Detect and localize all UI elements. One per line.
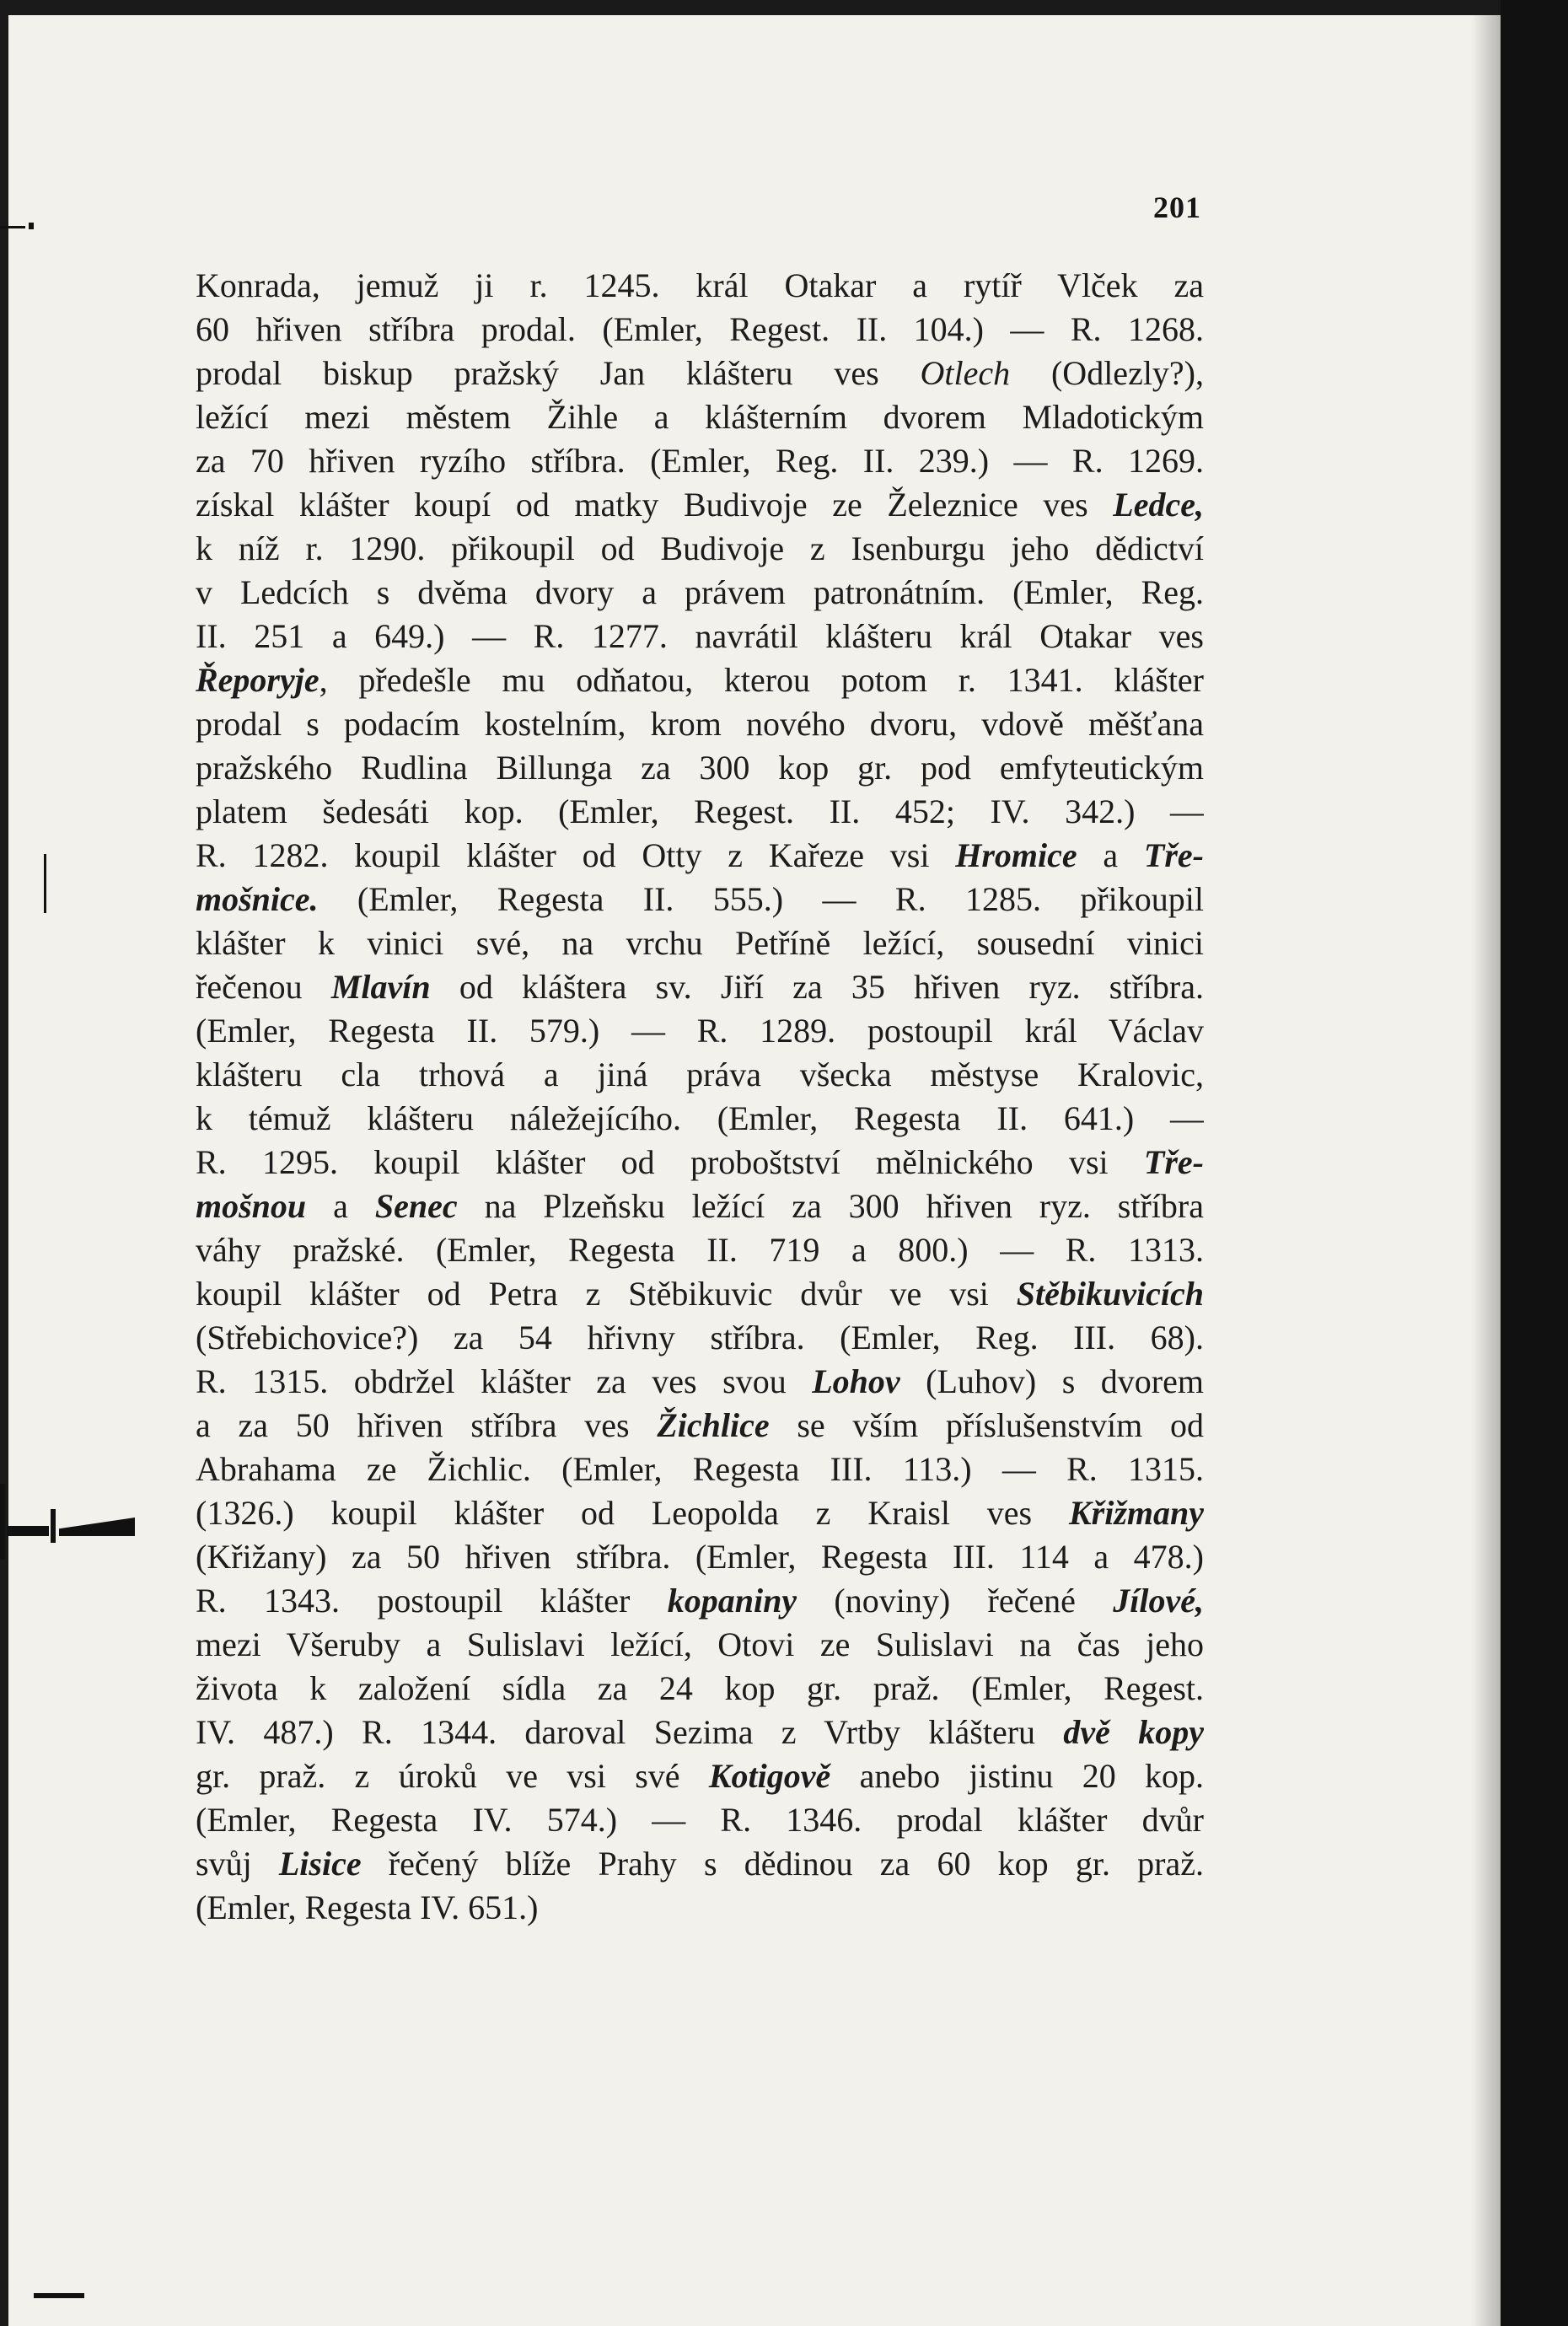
text-line <box>196 1184 1204 1228</box>
italic-place-name: Mlavín <box>330 968 431 1006</box>
text-run: IV. 487.) R. 1344. daroval Sezima z Vrtby klášteru <box>196 1713 1064 1751</box>
text-line <box>196 790 1204 834</box>
margin-mark <box>34 2293 84 2298</box>
text-line <box>196 264 1204 308</box>
text-run: prodal biskup pražský Jan klášteru ves <box>196 354 921 392</box>
text-run: a <box>1077 836 1144 874</box>
italic-place-name: Hromice <box>955 836 1077 874</box>
margin-mark <box>7 1526 49 1536</box>
text-run: klášter k vinici své, na vrchu Petříně ležící, sousední vinici <box>196 924 1204 962</box>
text-run: Konrada, jemuž ji r. 1245. král Otakar a rytíř Vlček za <box>196 266 1204 304</box>
text-line <box>196 308 1204 352</box>
text-line <box>196 746 1204 790</box>
text-run: pražského Rudlina Billunga za 300 kop gr. pod emfyteutickým <box>196 749 1204 787</box>
text-run: (Emler, Regesta II. 579.) — R. 1289. postoupil král Václav <box>196 1012 1204 1050</box>
text-line <box>196 1754 1204 1798</box>
margin-mark <box>29 223 34 229</box>
text-line <box>196 1448 1204 1491</box>
italic-place-name: Ledce, <box>1113 486 1204 524</box>
margin-mark <box>51 1509 56 1543</box>
text-line <box>196 965 1204 1009</box>
text-line <box>196 439 1204 483</box>
text-run: R. 1282. koupil klášter od Otty z Kařeze vsi <box>196 836 956 874</box>
text-run: se vším příslušenstvím od <box>769 1406 1204 1444</box>
text-line <box>196 658 1204 702</box>
text-run: a <box>306 1187 375 1225</box>
italic-place-name: Stěbikuvicích <box>1016 1275 1204 1313</box>
italic-place-name: Tře- <box>1143 1143 1204 1181</box>
text-run: gr. praž. z úroků ve vsi své <box>196 1757 709 1795</box>
text-line <box>196 1009 1204 1053</box>
text-run: prodal s podacím kostelním, krom nového dvoru, vdově měšťana <box>196 705 1204 743</box>
text-run: svůj <box>196 1845 279 1883</box>
margin-mark <box>44 854 46 913</box>
italic-place-name: Lisice <box>278 1845 362 1883</box>
italic-place-name: Senec <box>374 1187 458 1225</box>
text-line <box>196 1053 1204 1097</box>
text-run: (Křižany) za 50 hřiven stříbra. (Emler, Regesta III. 114 a 478.) <box>196 1538 1204 1576</box>
text-line <box>196 1141 1204 1184</box>
italic-place-name: Křižmany <box>1068 1494 1204 1532</box>
text-line <box>196 1667 1204 1711</box>
text-run: řečený blíže Prahy s dědinou za 60 kop gr. praž. <box>361 1845 1204 1883</box>
italic-place-name: dvě kopy <box>1063 1713 1204 1751</box>
text-run: R. 1315. obdržel klášter za ves svou <box>196 1362 813 1400</box>
text-run: k témuž klášteru náležejícího. (Emler, Regesta II. 641.) — <box>196 1099 1204 1137</box>
text-run: za 70 hřiven ryzího stříbra. (Emler, Reg. II. 239.) — R. 1269. <box>196 442 1204 480</box>
text-run: získal klášter koupí od matky Budivoje ze Železnice ves <box>196 486 1114 524</box>
scanner-border <box>1501 0 1568 2326</box>
italic-place-name: Žichlice <box>657 1406 770 1444</box>
text-line <box>196 1404 1204 1448</box>
text-line <box>196 1798 1204 1842</box>
text-line <box>196 1360 1204 1404</box>
text-line <box>196 878 1204 921</box>
text-run: v Ledcích s dvěma dvory a právem patronátním. (Emler, Reg. <box>196 573 1204 611</box>
body-text <box>196 264 1204 1930</box>
text-line <box>196 1842 1204 1886</box>
page-edge-shadow <box>1471 15 1501 2326</box>
italic-place-name: Řeporyje <box>196 661 320 699</box>
text-run: (Emler, Regesta II. 555.) — R. 1285. přikoupil <box>318 880 1204 918</box>
text-run: váhy pražské. (Emler, Regesta II. 719 a 800.) — R. 1313. <box>196 1231 1204 1269</box>
text-run: (Luhov) s dvorem <box>899 1362 1204 1400</box>
text-run: ležící mezi městem Žihle a klášterním dvorem Mladotickým <box>196 398 1204 436</box>
text-line <box>196 834 1204 878</box>
text-run: koupil klášter od Petra z Stěbikuvic dvůr ve vsi <box>196 1275 1017 1313</box>
text-run: II. 251 a 649.) — R. 1277. navrátil klášteru král Otakar ves <box>196 617 1204 655</box>
italic-place-name: Otlech <box>920 354 1011 392</box>
text-line <box>196 571 1204 615</box>
italic-place-name: mošnice. <box>196 880 319 918</box>
text-line <box>196 615 1204 658</box>
text-line <box>196 1097 1204 1141</box>
text-run: (1326.) koupil klášter od Leopolda z Kraisl ves <box>196 1494 1069 1532</box>
text-line <box>196 921 1204 965</box>
text-run: na Plzeňsku ležící za 300 hřiven ryz. stříbra <box>457 1187 1204 1225</box>
text-run: anebo jistinu 20 kop. <box>830 1757 1204 1795</box>
text-line <box>196 1886 1204 1930</box>
text-run: mezi Všeruby a Sulislavi ležící, Otovi ze Sulislavi na čas jeho <box>196 1625 1204 1663</box>
text-line <box>196 395 1204 439</box>
italic-place-name: Kotigově <box>708 1757 831 1795</box>
text-run: a za 50 hřiven stříbra ves <box>196 1406 658 1444</box>
text-line <box>196 527 1204 571</box>
text-run: 60 hřiven stříbra prodal. (Emler, Regest. II. 104.) — R. 1268. <box>196 310 1204 348</box>
text-line <box>196 1316 1204 1360</box>
text-run: od kláštera sv. Jiří za 35 hřiven ryz. stříbra. <box>430 968 1204 1006</box>
italic-place-name: kopaniny <box>667 1582 797 1620</box>
text-run: R. 1343. postoupil klášter <box>196 1582 668 1620</box>
text-line <box>196 1228 1204 1272</box>
text-run: R. 1295. koupil klášter od proboštství mělnického vsi <box>196 1143 1144 1181</box>
text-run: platem šedesáti kop. (Emler, Regest. II. 452; IV. 342.) — <box>196 792 1204 830</box>
text-line <box>196 1272 1204 1316</box>
text-run: (Emler, Regesta IV. 651.) <box>196 1888 539 1926</box>
text-run: řečenou <box>196 968 331 1006</box>
text-run: života k založení sídla za 24 kop gr. praž. (Emler, Regest. <box>196 1669 1204 1707</box>
text-run: (noviny) řečené <box>797 1582 1114 1620</box>
margin-mark <box>0 226 25 228</box>
italic-place-name: Tře- <box>1143 836 1204 874</box>
text-line <box>196 1579 1204 1623</box>
page-number: 201 <box>1153 191 1201 224</box>
text-run: (Emler, Regesta IV. 574.) — R. 1346. prodal klášter dvůr <box>196 1801 1204 1839</box>
text-line <box>196 352 1204 395</box>
text-run: Abrahama ze Žichlic. (Emler, Regesta III. 113.) — R. 1315. <box>196 1450 1204 1488</box>
text-run: , předešle mu odňatou, kterou potom r. 1341. klášter <box>319 661 1204 699</box>
text-run: (Odlezly?), <box>1010 354 1204 392</box>
text-line <box>196 1491 1204 1535</box>
text-line <box>196 1711 1204 1754</box>
text-run: klášteru cla trhová a jiná práva všecka městyse Kralovic, <box>196 1056 1204 1093</box>
italic-place-name: Jílové, <box>1113 1582 1204 1620</box>
margin-mark <box>0 1484 5 1560</box>
text-run: k níž r. 1290. přikoupil od Budivoje z Isenburgu jeho dědictví <box>196 529 1204 567</box>
italic-place-name: mošnou <box>196 1187 307 1225</box>
text-line <box>196 702 1204 746</box>
text-line <box>196 483 1204 527</box>
italic-place-name: Lohov <box>812 1362 900 1400</box>
text-run: (Střebichovice?) za 54 hřivny stříbra. (Emler, Reg. III. 68). <box>196 1319 1204 1356</box>
text-line <box>196 1623 1204 1667</box>
text-line <box>196 1535 1204 1579</box>
